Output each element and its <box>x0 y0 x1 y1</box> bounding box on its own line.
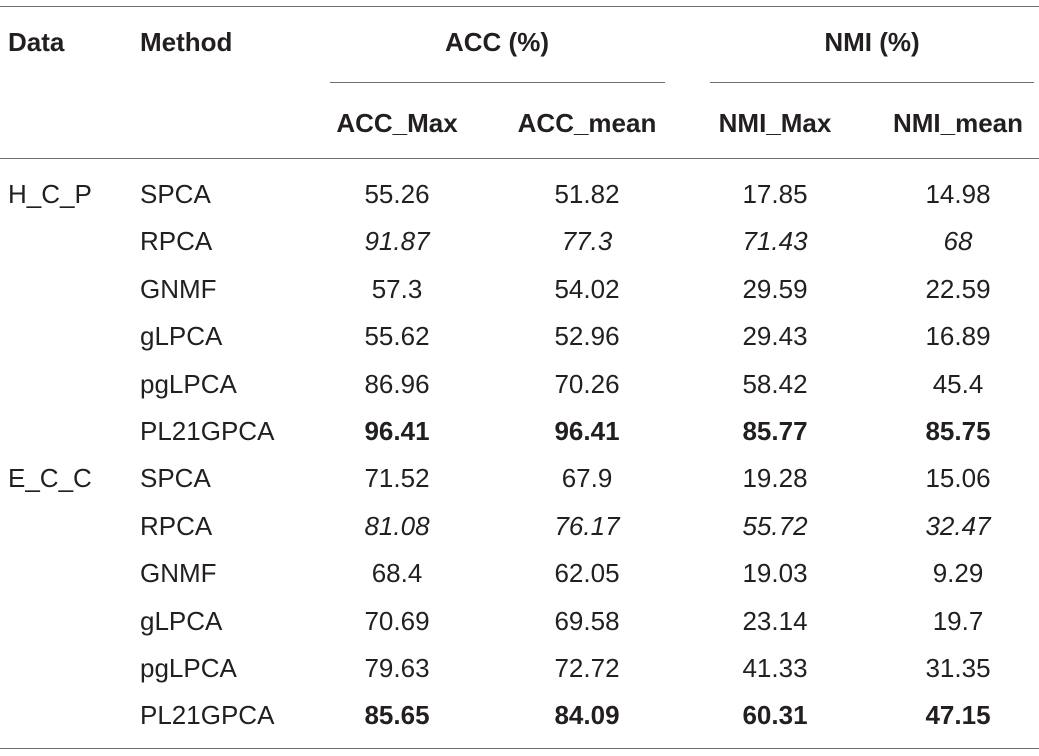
cell-acc-max: 81.08 <box>364 510 430 541</box>
header-acc-mean: ACC_mean <box>517 108 657 138</box>
cell-acc-mean: 77.3 <box>561 226 613 257</box>
cell-nmi-mean: 45.4 <box>932 368 984 399</box>
header-nmi-max: NMI_Max <box>718 108 832 138</box>
cell-nmi-mean: 47.15 <box>925 700 991 731</box>
cell-data: E_C_C <box>8 463 92 494</box>
cell-nmi-mean: 85.75 <box>925 416 991 446</box>
cell-nmi-mean: 68 <box>943 226 973 257</box>
cell-nmi-max: 71.43 <box>742 226 808 257</box>
acc-group-rule <box>330 82 665 83</box>
cell-nmi-max: 58.42 <box>742 368 808 399</box>
cell-acc-mean: 51.82 <box>554 179 620 209</box>
cell-acc-mean: 52.96 <box>554 321 620 352</box>
table-top-rule <box>0 6 1039 7</box>
cell-nmi-max: 55.72 <box>742 510 808 541</box>
cell-acc-max: 68.4 <box>371 558 423 589</box>
cell-acc-max: 55.62 <box>364 321 430 352</box>
header-method: Method <box>140 27 233 57</box>
cell-acc-mean: 72.72 <box>554 653 620 683</box>
nmi-group-rule <box>710 82 1034 83</box>
cell-acc-max: 70.69 <box>364 605 430 636</box>
cell-nmi-mean: 19.7 <box>932 605 984 636</box>
cell-nmi-mean: 15.06 <box>925 463 991 494</box>
cell-nmi-max: 19.03 <box>742 558 808 589</box>
cell-acc-mean: 84.09 <box>554 700 620 731</box>
cell-nmi-max: 23.14 <box>742 605 808 636</box>
cell-acc-max: 91.87 <box>364 226 430 257</box>
cell-nmi-mean: 9.29 <box>932 558 984 589</box>
cell-nmi-max: 85.77 <box>742 416 808 446</box>
cell-acc-max: 86.96 <box>364 368 430 399</box>
cell-acc-max: 79.63 <box>364 653 430 683</box>
cell-acc-max: 71.52 <box>364 463 430 494</box>
cell-nmi-mean: 31.35 <box>925 653 991 683</box>
cell-nmi-mean: 14.98 <box>925 179 991 209</box>
cell-nmi-mean: 16.89 <box>925 321 991 352</box>
cell-method: RPCA <box>140 226 213 257</box>
header-acc-max: ACC_Max <box>336 108 458 138</box>
cell-method: SPCA <box>140 179 211 209</box>
cell-method: gLPCA <box>140 321 223 352</box>
cell-nmi-max: 41.33 <box>742 653 808 683</box>
cell-method: GNMF <box>140 558 217 589</box>
cell-method: GNMF <box>140 273 217 304</box>
cell-acc-mean: 69.58 <box>554 605 620 636</box>
cell-nmi-max: 17.85 <box>742 179 808 209</box>
header-bottom-rule <box>0 158 1039 159</box>
cell-acc-max: 55.26 <box>364 179 430 209</box>
cell-method: SPCA <box>140 463 211 494</box>
header-nmi-mean: NMI_mean <box>892 108 1024 138</box>
cell-data: H_C_P <box>8 179 92 209</box>
cell-acc-max: 96.41 <box>364 416 430 446</box>
cell-nmi-mean: 22.59 <box>925 273 991 304</box>
cell-acc-mean: 96.41 <box>554 416 620 446</box>
cell-acc-mean: 62.05 <box>554 558 620 589</box>
cell-acc-mean: 67.9 <box>561 463 613 494</box>
header-acc-group: ACC (%) <box>445 27 549 57</box>
cell-acc-max: 85.65 <box>364 700 430 731</box>
table-bottom-rule <box>0 748 1039 749</box>
header-nmi-group: NMI (%) <box>824 27 920 57</box>
cell-acc-mean: 54.02 <box>554 273 620 304</box>
cell-acc-max: 57.3 <box>371 273 423 304</box>
cell-nmi-mean: 32.47 <box>925 510 991 541</box>
cell-method: PL21GPCA <box>140 700 275 731</box>
cell-nmi-max: 19.28 <box>742 463 808 494</box>
header-data: Data <box>8 27 65 57</box>
cell-method: pgLPCA <box>140 653 237 683</box>
cell-nmi-max: 29.43 <box>742 321 808 352</box>
cell-method: gLPCA <box>140 605 223 636</box>
cell-nmi-max: 60.31 <box>742 700 808 731</box>
cell-method: RPCA <box>140 510 213 541</box>
cell-method: PL21GPCA <box>140 416 275 446</box>
cell-acc-mean: 76.17 <box>554 510 620 541</box>
cell-acc-mean: 70.26 <box>554 368 620 399</box>
cell-nmi-max: 29.59 <box>742 273 808 304</box>
cell-method: pgLPCA <box>140 368 237 399</box>
